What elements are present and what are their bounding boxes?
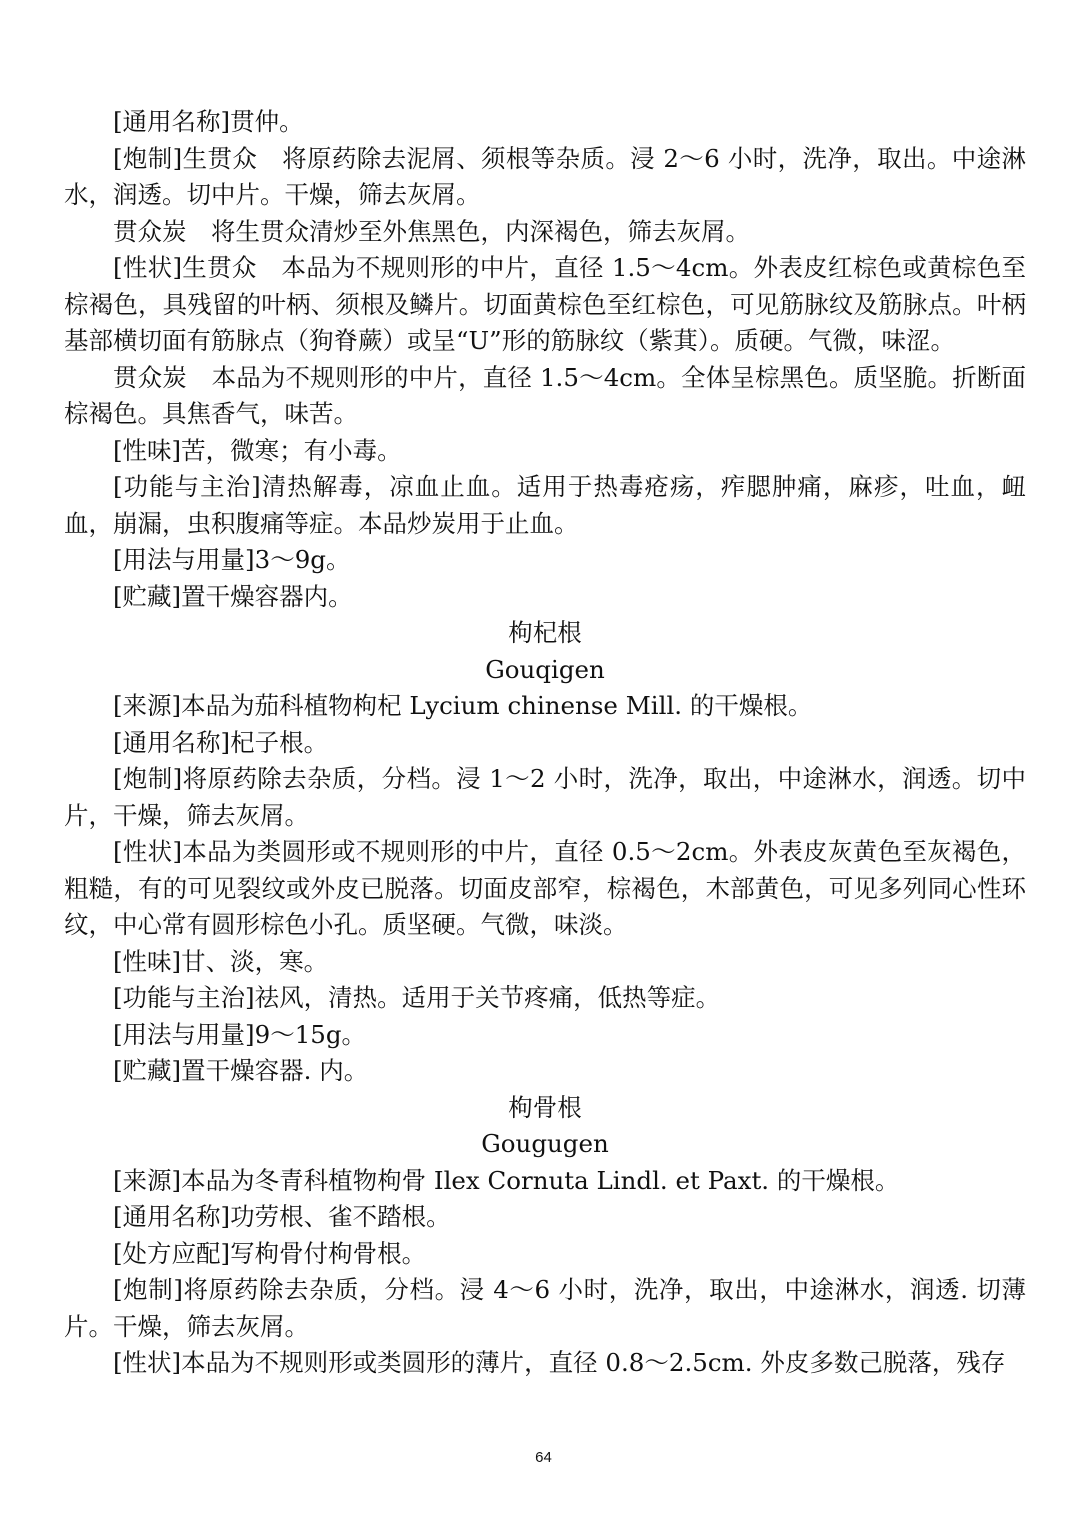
body-paragraph: [来源]本品为茄科植物枸杞 Lycium chinense Mill. 的干燥根。 [113, 691, 813, 720]
page-number: 64 [535, 1449, 552, 1466]
body-paragraph: [性状]本品为不规则形或类圆形的薄片，直径 0.8～2.5cm. 外皮多数己脱落，残存 [113, 1348, 1006, 1377]
document-body [64, 104, 1026, 1382]
section-heading: Gougugen [481, 1129, 609, 1158]
body-paragraph: 贯众炭 将生贯众清炒至外焦黑色，内深褐色，筛去灰屑。 [113, 216, 750, 246]
body-paragraph: [性味]甘、淡，寒。 [113, 946, 329, 976]
body-paragraph: [炮制]将原药除去杂质，分档。浸 4～6 小时，洗净，取出，中途淋水，润透. 切薄片。干燥，筛去灰屑。 [64, 1275, 1026, 1341]
body-paragraph: [性状]本品为类圆形或不规则形的中片，直径 0.5～2cm。外表皮灰黄色至灰褐色，粗糙，有的可见裂纹或外皮已脱落。切面皮部窄，棕褐色，木部黄色，可见多列同心性环纹，中心常有圆形棕色小孔。质坚硬。气微，味淡。 [64, 837, 1026, 939]
body-paragraph: [用法与用量]9～15g。 [113, 1019, 367, 1049]
body-paragraph: [贮藏]置干燥容器. 内。 [113, 1056, 369, 1085]
body-paragraph: [通用名称]贯仲。 [113, 107, 304, 136]
body-paragraph: [处方应配]写枸骨付枸骨根。 [113, 1238, 427, 1268]
body-paragraph: [性味]苦，微寒；有小毒。 [113, 435, 402, 465]
body-paragraph: [来源]本品为冬青科植物枸骨 Ilex Cornuta Lindl. et Paxt. 的干燥根。 [113, 1165, 900, 1195]
section-heading: 枸骨根 [508, 1092, 582, 1122]
body-paragraph: [用法与用量]3～9g。 [113, 545, 351, 574]
body-paragraph: [贮藏]置干燥容器内。 [113, 581, 353, 611]
body-paragraph: [性状]生贯众 本品为不规则形的中片，直径 1.5～4cm。外表皮红棕色或黄棕色至棕褐色，具残留的叶柄、须根及鳞片。切面黄棕色至红棕色，可见筋脉纹及筋脉点。叶柄基部横切面有筋脉点（狗脊蕨）或呈“U”形的筋脉纹（紫萁）。质硬。气微，味涩。 [64, 253, 1026, 355]
body-paragraph: [功能与主治]清热解毒，凉血止血。适用于热毒疮疡，痄腮肿痛，麻疹，吐血，衄血，崩漏，虫积腹痛等症。本品炒炭用于止血。 [64, 472, 1026, 538]
body-paragraph: [炮制]生贯众 将原药除去泥屑、须根等杂质。浸 2～6 小时，洗净，取出。中途淋水，润透。切中片。干燥，筛去灰屑。 [64, 143, 1026, 209]
section-heading: Gouqigen [485, 654, 605, 684]
body-paragraph: [通用名称]杞子根。 [113, 727, 329, 757]
body-paragraph: [通用名称]功劳根、雀不踏根。 [113, 1202, 451, 1231]
section-heading: 枸杞根 [508, 618, 582, 647]
body-paragraph: 贯众炭 本品为不规则形的中片，直径 1.5～4cm。全体呈棕黑色。质坚脆。折断面棕褐色。具焦香气，味苦。 [64, 362, 1026, 428]
body-paragraph: [炮制]将原药除去杂质，分档。浸 1～2 小时，洗净，取出，中途淋水，润透。切中片，干燥，筛去灰屑。 [64, 764, 1026, 830]
body-paragraph: [功能与主治]祛风，清热。适用于关节疼痛，低热等症。 [113, 983, 721, 1012]
